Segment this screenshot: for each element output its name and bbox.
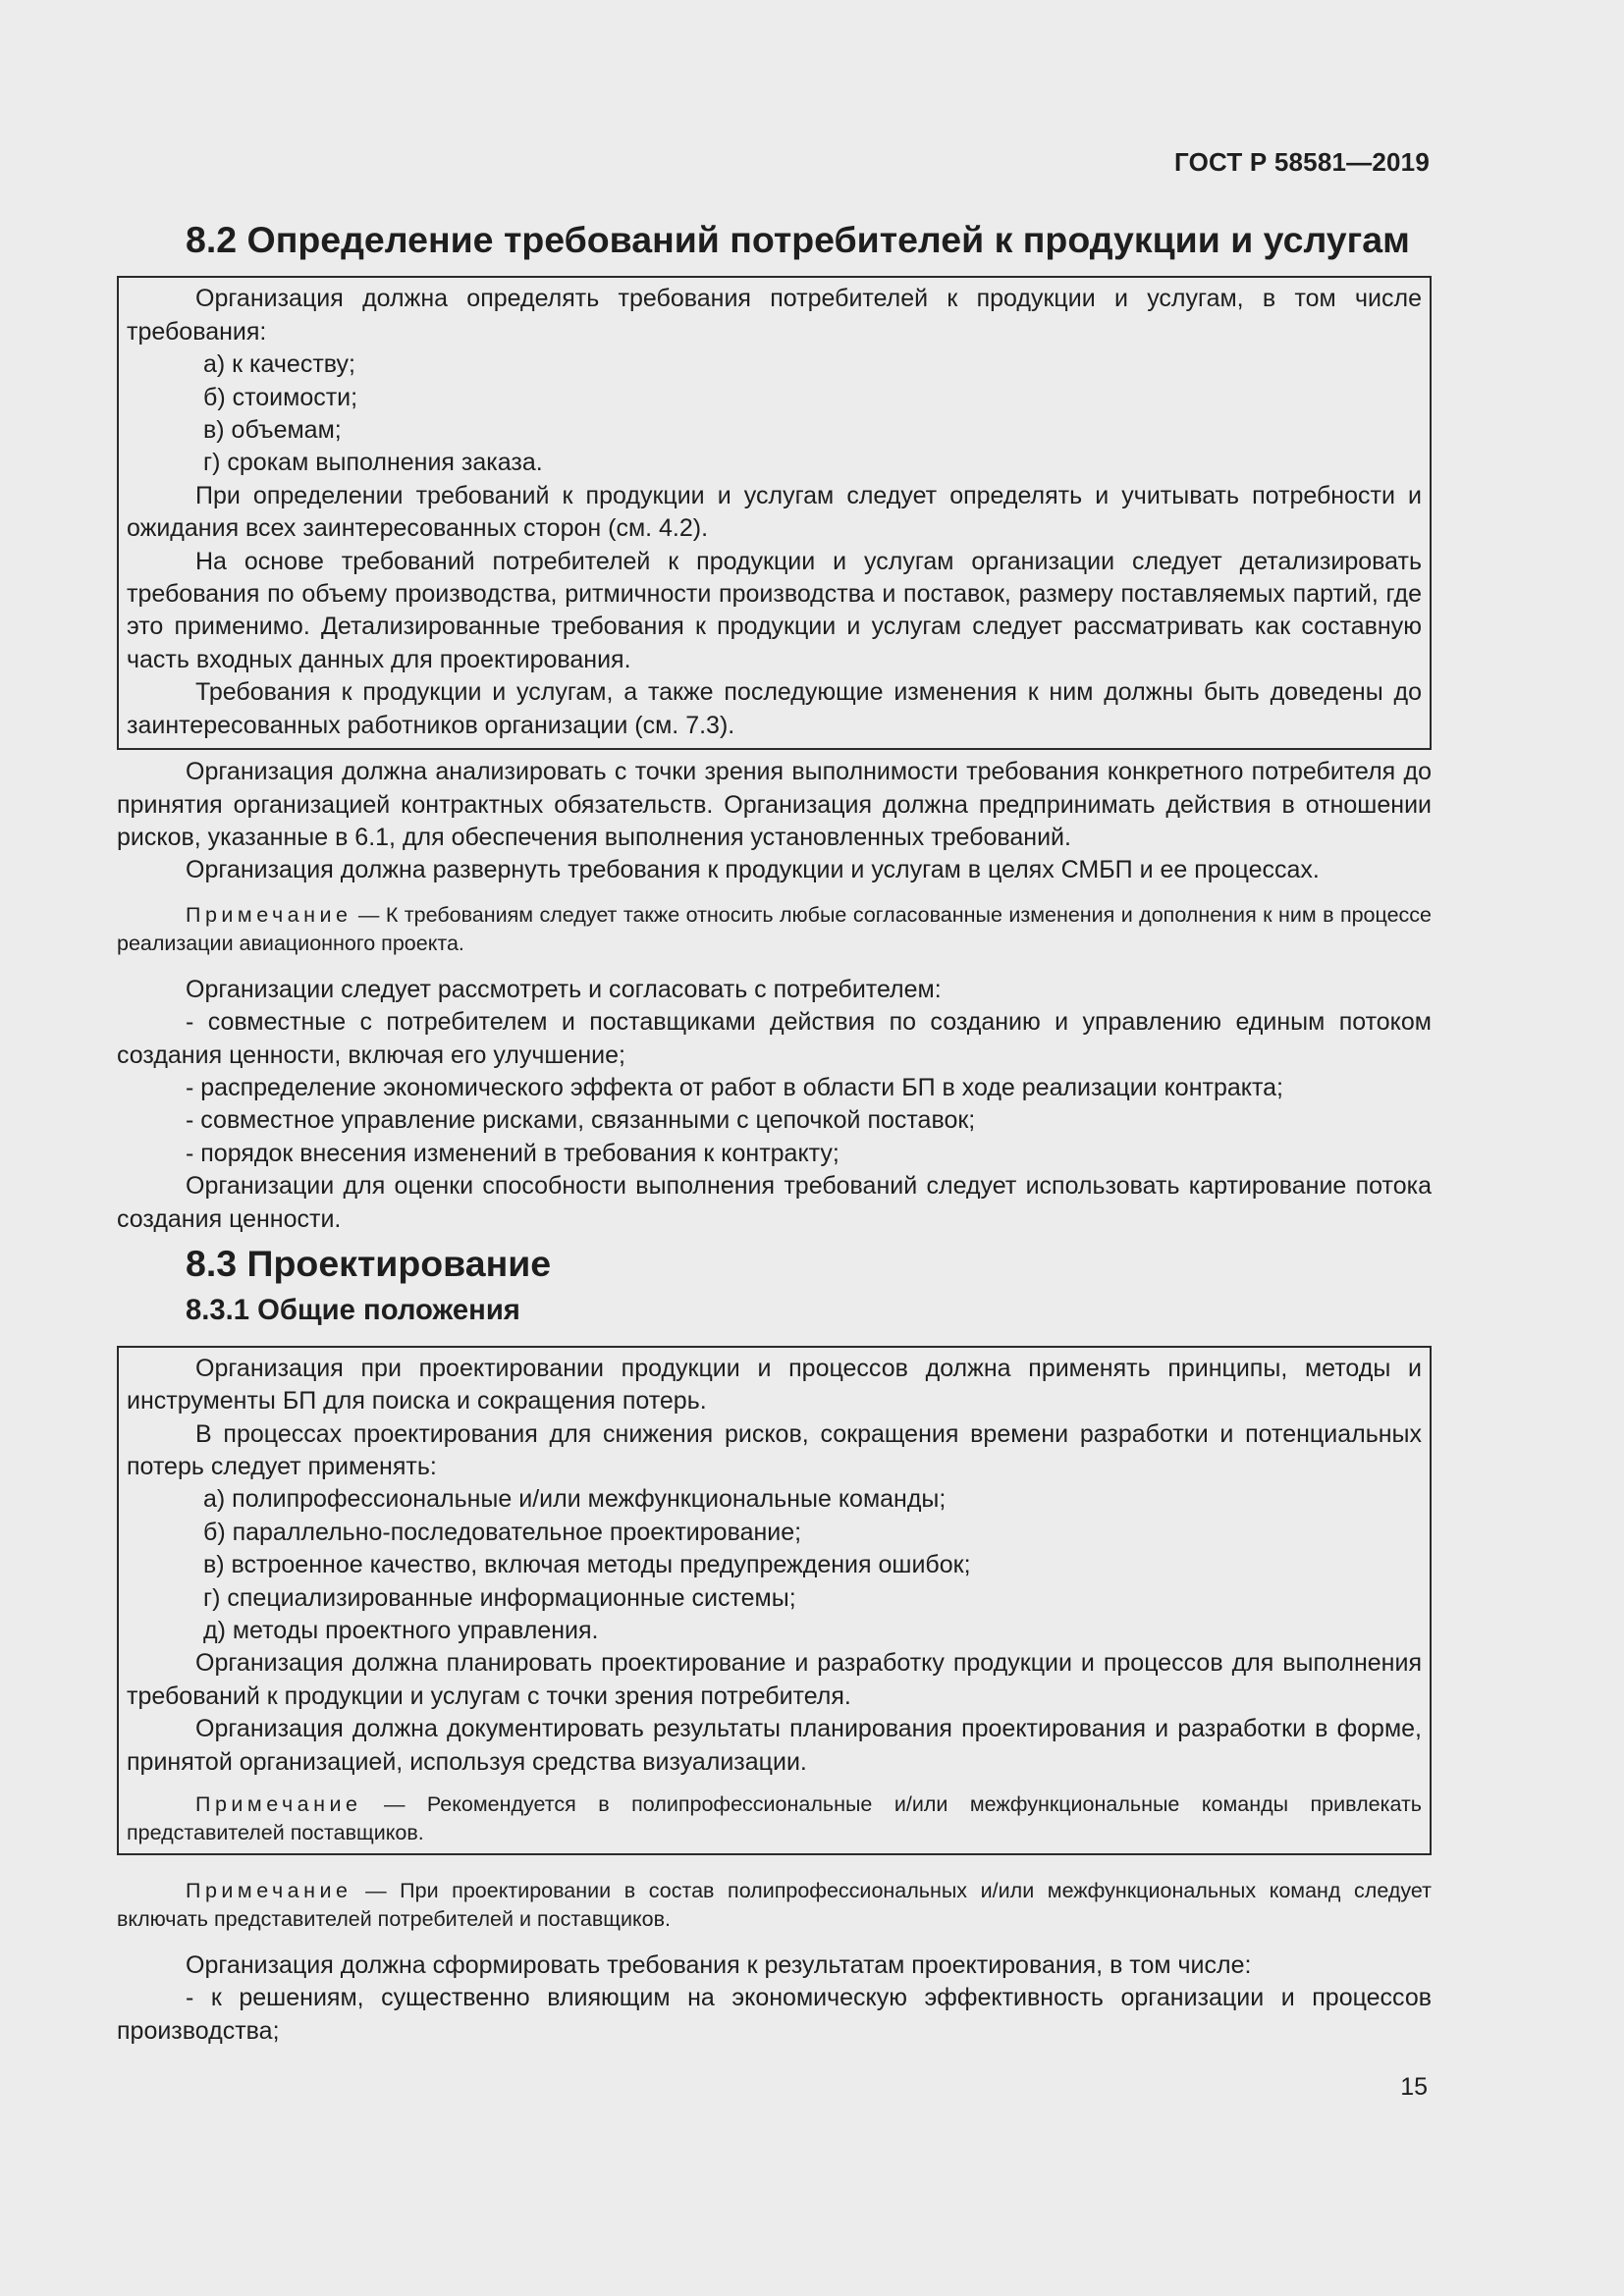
note-text: — К требованиям следует также относить любые согласованные изменения и дополнения к ним в процессе реализации авиационного проекта. <box>117 902 1433 955</box>
paragraph: Организация должна анализировать с точки зрения выполнимости требования конкретного потребителя до принятия организацией контрактных обязательств. Организация должна предпринимать действия в отношении рисков, указанные в 6.1, для обеспечения выполнения установленных требований. <box>117 758 1432 851</box>
paragraph: Организация должна документировать результаты планирования проектирования и разработки в форме, принятой организацией, используя средства визуализации. <box>127 1715 1422 1776</box>
list-item: в) встроенное качество, включая методы предупреждения ошибок; <box>203 1551 971 1579</box>
paragraph: В процессах проектирования для снижения рисков, сокращения времени разработки и потенциальных потерь следует применять: <box>127 1419 1422 1480</box>
section-8-3-heading: 8.3 Проектирование <box>186 1242 552 1284</box>
list-item: г) срокам выполнения заказа. <box>203 449 543 477</box>
paragraph: Организация должна определять требования потребителей к продукции и услугам, в том числе требования: <box>127 285 1422 346</box>
paragraph: При определении требований к продукции и услугам следует определять и учитывать потребности и ожидания всех заинтересованных сторон (см. 4.2). <box>127 481 1422 543</box>
list-item: в) объемам; <box>203 416 342 445</box>
paragraph: Организации следует рассмотреть и согласовать с потребителем: <box>186 975 942 1003</box>
dash-item: - совместное управление рисками, связанными с цепочкой поставок; <box>186 1106 976 1135</box>
note-label: Примечание <box>186 902 352 927</box>
paragraph: Организации для оценки способности выполнения требований следует использовать картирование потока создания ценности. <box>117 1172 1432 1233</box>
paragraph: На основе требований потребителей к продукции и услугам организации следует детализировать требования по объему производства, ритмичности производства и поставок, размеру поставляемых партий, где это применимо. Детализированные требования к продукции и услугам следует рассматривать как составную часть входных данных для проектирования. <box>127 547 1422 673</box>
note-text: — Рекомендуется в полипрофессиональные и/или межфункциональные команды привлекать представителей поставщиков. <box>127 1792 1422 1845</box>
dash-item: - распределение экономического эффекта от работ в области БП в ходе реализации контракта; <box>186 1073 1284 1101</box>
list-item: г) специализированные информационные системы; <box>203 1583 796 1612</box>
requirements-box <box>117 276 1432 750</box>
note-text: — При проектировании в состав полипрофессиональных и/или межфункциональных команд следует включать представителей потребителей и поставщиков. <box>117 1879 1432 1932</box>
note-label: Примечание <box>195 1792 362 1817</box>
paragraph: Требования к продукции и услугам, а также последующие изменения к ним должны быть доведены до заинтересованных работников организации (см. 7.3). <box>127 678 1422 739</box>
dash-item: - к решениям, существенно влияющим на экономическую эффективность организации и процессов производства; <box>117 1984 1432 2045</box>
list-item: б) стоимости; <box>203 383 358 411</box>
paragraph: Организация должна планировать проектирование и разработку продукции и процессов для выполнения требований к продукции и услугам с точки зрения потребителя. <box>127 1649 1422 1710</box>
list-item: д) методы проектного управления. <box>203 1617 599 1645</box>
note <box>117 901 1432 958</box>
section-8-3-1-heading: 8.3.1 Общие положения <box>186 1295 520 1327</box>
paragraph: Организация при проектировании продукции и процессов должна применять принципы, методы и инструменты БП для поиска и сокращения потерь. <box>127 1354 1422 1415</box>
paragraph: Организация должна развернуть требования к продукции и услугам в целях СМБП и ее процессах. <box>186 856 1320 884</box>
standard-number: ГОСТ Р 58581—2019 <box>1174 147 1430 177</box>
page-number: 15 <box>1400 2073 1428 2101</box>
page-content <box>117 219 1433 2048</box>
list-item: б) параллельно-последовательное проектирование; <box>203 1518 802 1546</box>
dash-item: - совместные с потребителем и поставщиками действия по созданию и управлению единым потоком создания ценности, включая его улучшение; <box>117 1008 1432 1069</box>
list-item: а) к качеству; <box>203 350 355 379</box>
dash-item: - порядок внесения изменений в требования к контракту; <box>186 1139 839 1167</box>
design-box <box>117 1346 1432 1855</box>
note <box>117 1877 1432 1934</box>
paragraph: Организация должна сформировать требования к результатам проектирования, в том числе: <box>186 1951 1252 1980</box>
note-label: Примечание <box>186 1879 352 1903</box>
list-item: а) полипрофессиональные и/или межфункциональные команды; <box>203 1485 947 1514</box>
section-8-2-heading: 8.2 Определение требований потребителей к продукции и услугам <box>186 219 1410 260</box>
note <box>127 1790 1422 1847</box>
